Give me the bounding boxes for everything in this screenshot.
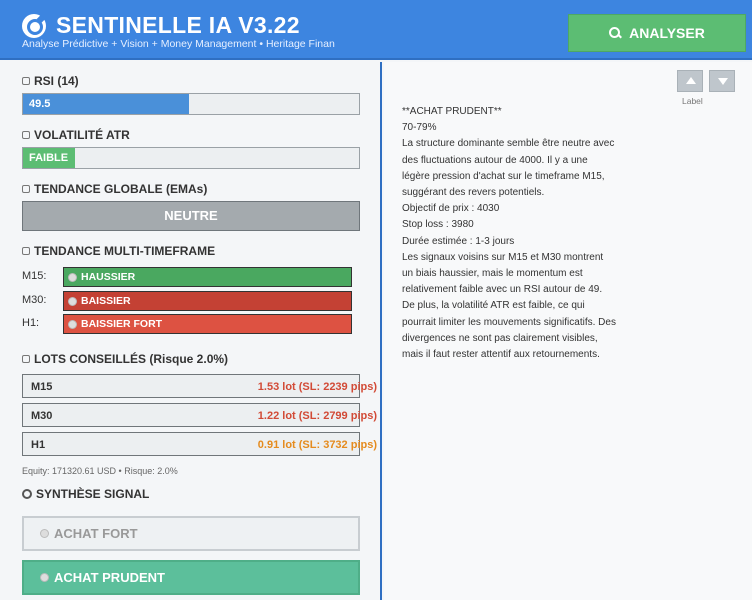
tf-status-badge: HAUSSIER [63, 267, 352, 287]
trend-value: NEUTRE [22, 201, 360, 231]
lots-title: LOTS CONSEILLÉS (Risque 2.0%) [22, 352, 228, 366]
rsi-bar-fill: 49.5 [23, 94, 189, 114]
lot-row [22, 432, 377, 456]
scroll-up-button[interactable] [677, 70, 703, 92]
clock-icon [22, 185, 30, 193]
chart-icon [22, 77, 30, 85]
tf-status-badge: BAISSIER [63, 291, 352, 311]
lot-pair: H1 [31, 439, 46, 451]
flame-icon [22, 131, 30, 139]
status-dot-icon [68, 320, 77, 329]
synthesis-title: SYNTHÈSE SIGNAL [22, 487, 149, 501]
tf-row-m30 [22, 291, 352, 311]
weight-icon [22, 355, 30, 363]
atr-bar [22, 147, 360, 169]
multi-tf-title: TENDANCE MULTI-TIMEFRAME [22, 244, 215, 258]
analyze-button[interactable] [568, 14, 746, 52]
atr-title: VOLATILITÉ ATR [22, 128, 130, 142]
lot-value: 1.22 lot (SL: 2799 pips) [257, 410, 377, 422]
signal-achat-fort[interactable]: ACHAT FORT [22, 516, 360, 551]
tf-label: H1: [22, 317, 40, 329]
lot-value: 0.91 lot (SL: 3732 pips) [257, 439, 377, 451]
analyze-button-label: ANALYSER [629, 25, 705, 41]
target-icon [22, 489, 32, 499]
scroll-down-button[interactable] [709, 70, 735, 92]
analysis-text: **ACHAT PRUDENT** 70-79% La structure dominante semble être neutre avec des fluctuations autour de 4000. Il y a une légère pression d'achat sur le timeframe M15, suggérant des revers potentiels. Objectif de prix : 4030 Stop loss : 3980 Durée estimée : 1-3 jours Les signaux voisins sur M15 et M30 montrent un biais haussier, mais le momentum est relativement faible avec un RSI autour de 49. De plus, la volatilité ATR est faible, ce qui pourrait limiter les mouvements significatifs. Des divergences ne sont pas clairement visibles, mais il faut rester attentif aux retournements. [402, 106, 616, 361]
tf-row-h1 [22, 314, 352, 334]
atr-bar-fill: FAIBLE [23, 148, 75, 168]
target-logo-icon [22, 14, 46, 38]
radio-icon [40, 529, 49, 538]
lot-value: 1.53 lot (SL: 2239 pips) [257, 381, 377, 393]
radio-icon [40, 573, 49, 582]
app-subtitle: Analyse Prédictive + Vision + Money Management • Heritage Finan [22, 38, 335, 50]
app-title: SENTINELLE IA V3.22 [56, 12, 300, 38]
status-dot-icon [68, 297, 77, 306]
signal-achat-prudent[interactable]: ACHAT PRUDENT [22, 560, 360, 595]
lot-pair: M15 [31, 381, 53, 393]
app-header [0, 0, 752, 60]
equity-info: Equity: 171320.61 USD • Risque: 2.0% [22, 466, 178, 476]
tf-label: M15: [22, 270, 47, 282]
trend-icon [22, 247, 30, 255]
rsi-title: RSI (14) [22, 74, 79, 88]
rsi-bar [22, 93, 360, 115]
arrow-label: Label [682, 96, 703, 106]
lot-row [22, 374, 377, 398]
trend-title: TENDANCE GLOBALE (EMAs) [22, 182, 207, 196]
tf-row-m15 [22, 267, 352, 287]
tf-label: M30: [22, 294, 47, 306]
lot-row [22, 403, 377, 427]
indicators-panel [0, 62, 382, 600]
analysis-panel [384, 62, 752, 600]
lot-pair: M30 [31, 410, 53, 422]
tf-status-badge: BAISSIER FORT [63, 314, 352, 334]
search-icon [609, 27, 621, 39]
status-dot-icon [68, 273, 77, 282]
